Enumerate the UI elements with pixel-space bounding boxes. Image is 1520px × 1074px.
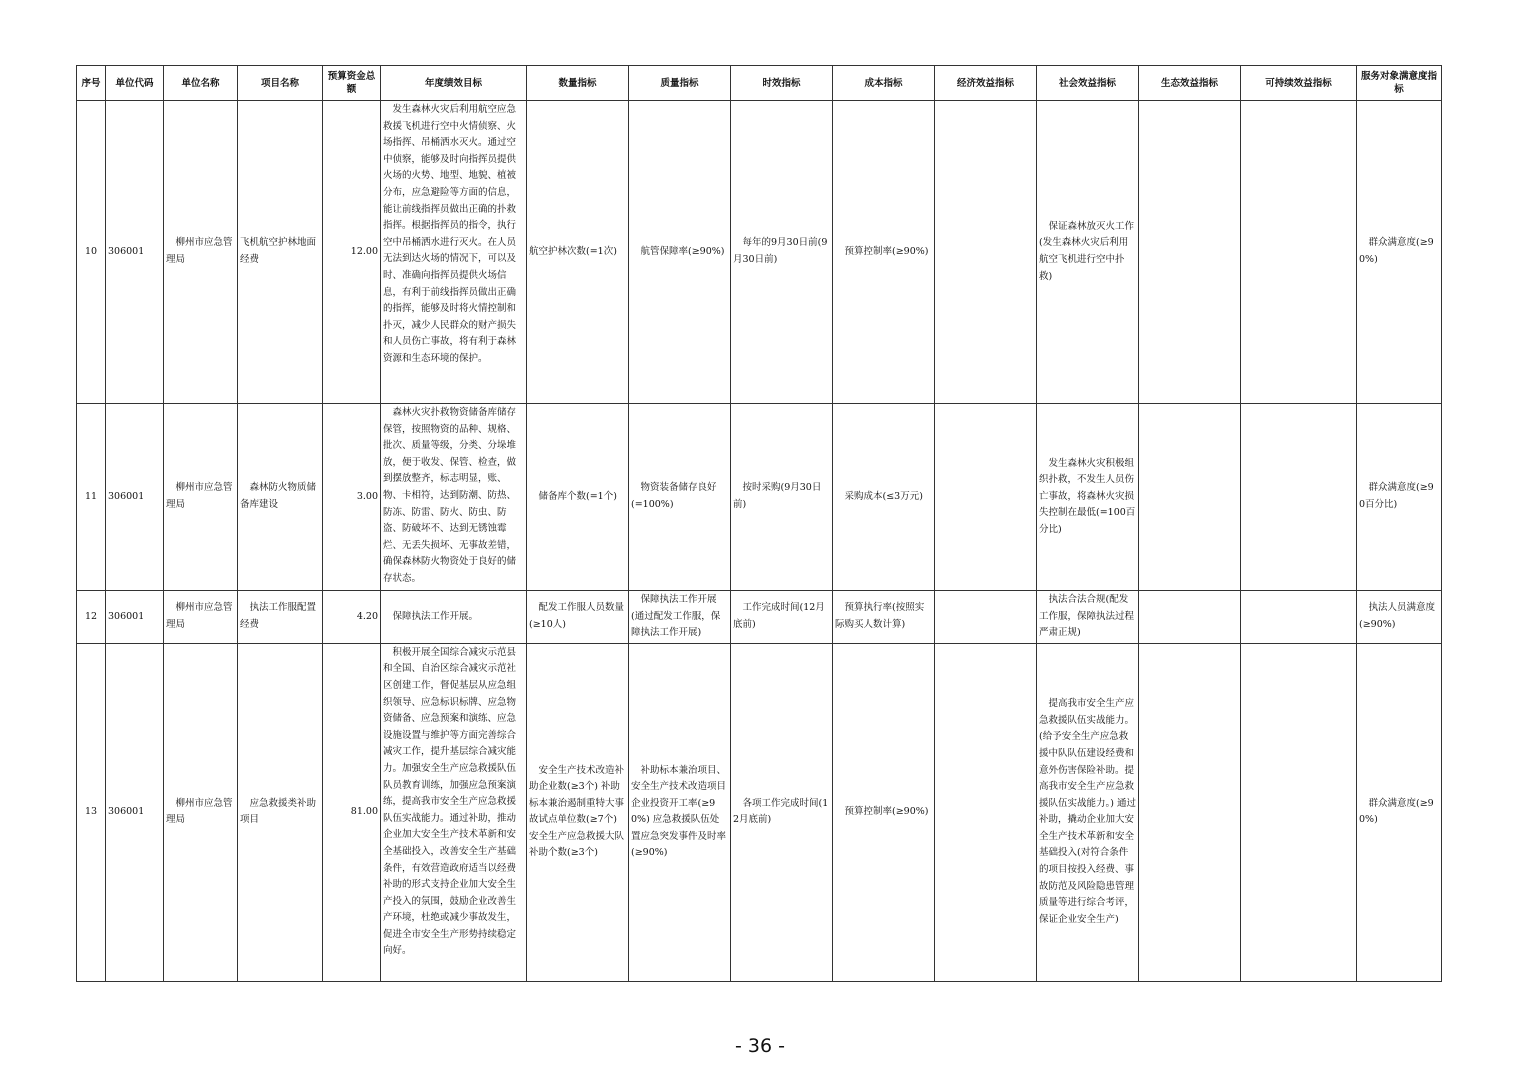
header-social: 社会效益指标 (1037, 66, 1139, 101)
timeliness-text: 各项工作完成时间(12月底前) (733, 797, 829, 826)
performance-table (76, 65, 1442, 982)
timeliness-text: 工作完成时间(12月底前) (733, 602, 825, 630)
cell-goal (381, 591, 527, 644)
cell-timeliness (731, 101, 833, 404)
cell-unit-code: 306001 (106, 404, 164, 591)
header-quality: 质量指标 (629, 66, 731, 101)
cell-timeliness (731, 591, 833, 644)
cell-quantity (527, 643, 629, 981)
cost-text: 预算控制率(≥90%) (844, 805, 929, 817)
project-text: 执法工作服配置经费 (240, 602, 317, 630)
cell-ecological (1139, 591, 1241, 644)
header-unit-name: 单位名称 (164, 66, 238, 101)
cell-economic (935, 101, 1037, 404)
goal-text: 发生森林火灾后利用航空应急救援飞机进行空中火情侦察、火场指挥、吊桶洒水灭火。通过空中侦察，能够及时向指挥员提供火场的火势、地型、地貌、植被分布，应急避险等方面的信息，能让前线指挥员做出正确的扑救指挥。根据指挥员的指令，执行空中吊桶洒水进行灭火。在人员无法到达火场的情况下，可以及时、准确向指挥员提供火场信息，有利于前线指挥员做出正确的指挥，能够及时将火情控制和扑灭，减少人民群众的财产损失和人员伤亡事故，将有利于森林资源和生态环境的保护。 (383, 104, 517, 364)
goal-text: 森林火灾扑救物资储备库储存保管，按照物资的品种、规格、批次、质量等级，分类、分垛堆放，便于收发、保管、检查，做到摆放整齐，标志明显，账、物、卡相符，达到防潮、防热、防冻、防雷、防火、防虫、防盗、防破坏不、达到无锈蚀霉烂、无丢失损坏、无事故差错，确保森林防火物资处于良好的储存状态。 (383, 407, 517, 584)
satisfaction-text: 群众满意度(≥90百分比) (1359, 482, 1434, 510)
cell-goal (381, 404, 527, 591)
goal-text: 保障执法工作开展。 (392, 610, 479, 622)
cell-satisfaction (1357, 643, 1442, 981)
cell-cost (833, 643, 935, 981)
cell-unit-code: 306001 (106, 643, 164, 981)
table-row (77, 591, 1442, 644)
cell-sustainable (1241, 404, 1357, 591)
cost-text: 预算执行率(按照实际购买人数计算) (835, 602, 925, 630)
cell-quality (629, 643, 731, 981)
cell-social (1037, 643, 1139, 981)
cell-project (238, 404, 323, 591)
header-seq: 序号 (77, 66, 106, 101)
quantity-text: 储备库个数(=1个) (538, 490, 617, 502)
page-number: - 36 - (735, 1035, 785, 1057)
cell-economic (935, 404, 1037, 591)
cell-ecological (1139, 404, 1241, 591)
cell-sustainable (1241, 591, 1357, 644)
header-timeliness: 时效指标 (731, 66, 833, 101)
project-text: 森林防火物质储备库建设 (240, 482, 317, 510)
cell-unit-code: 306001 (106, 101, 164, 404)
cell-social (1037, 404, 1139, 591)
cell-timeliness (731, 643, 833, 981)
cell-goal (381, 101, 527, 404)
cell-quantity: 航空护林次数(=1次) (527, 101, 629, 404)
cell-cost (833, 101, 935, 404)
cell-seq: 12 (77, 591, 106, 644)
goal-text: 积极开展全国综合减灾示范县和全国、自治区综合减灾示范社区创建工作，督促基层从应急组织领导、应急标识标牌、应急物资储备、应急预案和演练、应急设施设置与维护等方面完善综合减灾工作，提升基层综合减灾能力。加强安全生产应急救援队伍队员教育训练，加强应急预案演练，提高我市安全生产应急救援队伍实战能力。通过补助，推动企业加大安全生产技术革新和安全基础投入，改善安全生产基础条件，有效营造政府适当以经费补助的形式支持企业加大安全生产投入的氛围，鼓励企业改善生产环境，杜绝或减少事故发生，促进全市安全生产形势持续稳定向好。 (383, 646, 517, 957)
timeliness-text: 每年的9月30日前(9月30日前) (733, 237, 828, 265)
cost-text: 采购成本(≤3万元) (844, 490, 923, 502)
cell-goal (381, 643, 527, 981)
social-text: 保证森林放灭火工作(发生森林火灾后利用航空飞机进行空中扑救) (1039, 220, 1135, 282)
quality-text: 保障执法工作开展(通过配发工作服，保障执法工作开展) (631, 594, 721, 639)
cell-quantity (527, 404, 629, 591)
unit-name-text: 柳州市应急管理局 (166, 602, 233, 630)
table-row (77, 643, 1442, 981)
cell-budget: 3.00 (323, 404, 381, 591)
cell-budget: 12.00 (323, 101, 381, 404)
cell-seq: 10 (77, 101, 106, 404)
header-row (77, 66, 1442, 101)
cell-social (1037, 591, 1139, 644)
satisfaction-text: 群众满意度(≥90%) (1359, 237, 1434, 265)
cell-quantity (527, 591, 629, 644)
header-cost: 成本指标 (833, 66, 935, 101)
unit-name-text: 柳州市应急管理局 (166, 797, 233, 826)
cell-unit-code: 306001 (106, 591, 164, 644)
timeliness-text: 按时采购(9月30日前) (733, 482, 822, 510)
cell-project: 飞机航空护林地面经费 (238, 101, 323, 404)
cell-cost (833, 591, 935, 644)
cost-text: 预算控制率(≥90%) (844, 245, 929, 257)
social-text: 提高我市安全生产应急救援队伍实战能力。(给予安全生产应急救援中队队伍建设经费和意外伤害保险补助。提高我市安全生产应急救援队伍实战能力。) 通过补助，撬动企业加大安全生产技术革新和安全基础投入(对符合条件的项目按投入经费、事故防范及风险隐患管理质量等进行综合考评，保证企业安全生产) (1039, 698, 1136, 925)
header-economic: 经济效益指标 (935, 66, 1037, 101)
quality-text: 物资装备储存良好(=100%) (631, 482, 717, 510)
header-goal: 年度绩效目标 (381, 66, 527, 101)
cell-seq: 13 (77, 643, 106, 981)
social-text: 发生森林火灾积极组织扑救，不发生人员伤亡事故，将森林火灾损失控制在最低(=100百分比) (1039, 457, 1136, 535)
cell-quality (629, 404, 731, 591)
header-project: 项目名称 (238, 66, 323, 101)
table-row (77, 404, 1442, 591)
header-unit-code: 单位代码 (106, 66, 164, 101)
header-ecological: 生态效益指标 (1139, 66, 1241, 101)
cell-quality (629, 591, 731, 644)
header-satisfaction: 服务对象满意度指标 (1357, 66, 1442, 101)
cell-economic (935, 643, 1037, 981)
satisfaction-text: 执法人员满意度(≥90%) (1359, 602, 1436, 630)
unit-name-text: 柳州市应急管理局 (166, 237, 233, 265)
cell-sustainable (1241, 643, 1357, 981)
cell-project (238, 591, 323, 644)
satisfaction-text: 群众满意度(≥90%) (1359, 797, 1434, 826)
social-text: 执法合法合规(配发工作服，保障执法过程严肃正规) (1039, 594, 1135, 639)
quality-text: 航管保障率(≥90%) (640, 245, 725, 257)
cell-economic (935, 591, 1037, 644)
cell-cost (833, 404, 935, 591)
table-row (77, 101, 1442, 404)
cell-ecological (1139, 643, 1241, 981)
cell-budget: 81.00 (323, 643, 381, 981)
cell-satisfaction (1357, 101, 1442, 404)
cell-ecological (1139, 101, 1241, 404)
quality-text: 补助标本兼治项目、安全生产技术改造项目企业投资开工率(≥90%) 应急救援队伍处置应急突发事件及时率(≥90%) (631, 764, 727, 859)
cell-unit-name (164, 591, 238, 644)
cell-project (238, 643, 323, 981)
quantity-text: 配发工作服人员数量(≥10人) (529, 602, 625, 630)
cell-unit-name (164, 643, 238, 981)
unit-name-text: 柳州市应急管理局 (166, 482, 233, 510)
project-text: 应急救援类补助项目 (240, 797, 317, 826)
cell-satisfaction (1357, 404, 1442, 591)
header-budget: 预算资金总额 (323, 66, 381, 101)
cell-unit-name (164, 101, 238, 404)
cell-satisfaction (1357, 591, 1442, 644)
cell-quality (629, 101, 731, 404)
cell-seq: 11 (77, 404, 106, 591)
cell-sustainable (1241, 101, 1357, 404)
cell-unit-name (164, 404, 238, 591)
cell-timeliness (731, 404, 833, 591)
quantity-text: 安全生产技术改造补助企业数(≥3个) 补助标本兼治遏制重特大事故试点单位数(≥7个) 安全生产应急救援大队补助个数(≥3个) (529, 764, 625, 859)
cell-budget: 4.20 (323, 591, 381, 644)
header-quantity: 数量指标 (527, 66, 629, 101)
cell-social (1037, 101, 1139, 404)
header-sustainable: 可持续效益指标 (1241, 66, 1357, 101)
